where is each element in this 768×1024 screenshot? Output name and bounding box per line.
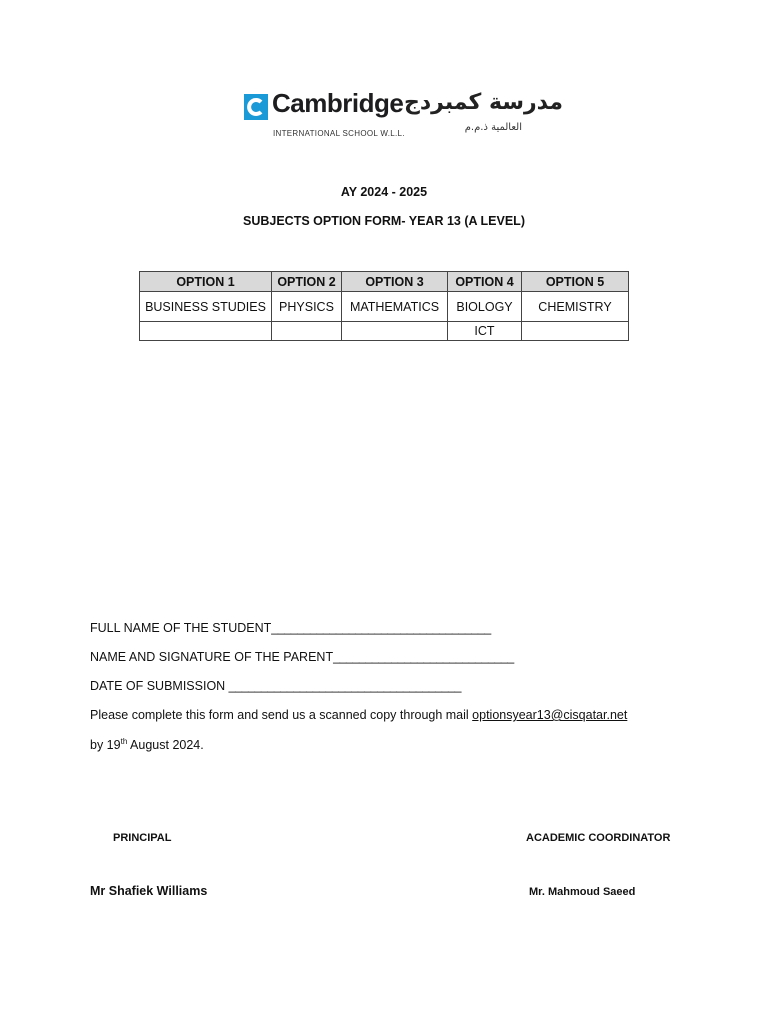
deadline-ordinal: th: [120, 737, 128, 746]
parent-signature-label: NAME AND SIGNATURE OF THE PARENT: [90, 650, 334, 664]
deadline-line: [90, 737, 204, 752]
table-cell: [342, 322, 448, 341]
deadline-prefix: by 19: [90, 738, 121, 753]
table-header-cell: OPTION 4: [448, 272, 522, 292]
deadline-date: August 2024.: [127, 738, 204, 753]
table-cell: ICT: [448, 322, 522, 341]
submission-date-label: DATE OF SUBMISSION: [90, 679, 229, 693]
coordinator-name: Mr. Mahmoud Saeed: [529, 886, 636, 898]
table-header-row: [140, 272, 629, 292]
school-logo: [244, 88, 563, 144]
table-header-cell: OPTION 3: [342, 272, 448, 292]
principal-title: PRINCIPAL: [113, 832, 172, 844]
table-cell: MATHEMATICS: [342, 292, 448, 322]
parent-signature-field[interactable]: ____________________________: [333, 650, 514, 664]
logo-subtitle: INTERNATIONAL SCHOOL W.L.L.: [273, 129, 405, 138]
table-cell: [140, 322, 272, 341]
subject-options-table: [139, 271, 629, 341]
table-cell: [522, 322, 629, 341]
table-cell: CHEMISTRY: [522, 292, 629, 322]
logo-arabic-subtitle: العالمية ذ.م.م: [464, 122, 522, 133]
table-header-cell: OPTION 5: [522, 272, 629, 292]
table-header-cell: OPTION 1: [140, 272, 272, 292]
table-cell: PHYSICS: [272, 292, 342, 322]
parent-signature-line: [90, 650, 514, 664]
submission-date-field[interactable]: ____________________________________: [228, 679, 461, 693]
logo-wordmark: Cambridge: [272, 88, 404, 118]
logo-arabic-wordmark: مدرسة كمبردج: [404, 90, 563, 115]
student-name-field[interactable]: __________________________________: [271, 621, 491, 635]
student-name-line: [90, 621, 491, 635]
table-cell: BUSINESS STUDIES: [140, 292, 272, 322]
table-cell: [272, 322, 342, 341]
academic-year-title: AY 2024 - 2025: [340, 185, 428, 199]
coordinator-title: ACADEMIC COORDINATOR: [526, 832, 671, 844]
principal-name: Mr Shafiek Williams: [90, 884, 208, 898]
email-link[interactable]: optionsyear13@cisqatar.net: [472, 708, 628, 722]
submission-date-line: [90, 679, 461, 693]
instruction-text: Please complete this form and send us a scanned copy through mail: [90, 708, 473, 722]
instruction-line: [90, 708, 627, 722]
form-title: SUBJECTS OPTION FORM- YEAR 13 (A LEVEL): [243, 214, 525, 228]
cambridge-c-logo-icon: [244, 94, 268, 120]
student-name-label: FULL NAME OF THE STUDENT: [90, 621, 272, 635]
table-row: [140, 292, 629, 322]
table-row: [140, 322, 629, 341]
table-cell: BIOLOGY: [448, 292, 522, 322]
table-header-cell: OPTION 2: [272, 272, 342, 292]
